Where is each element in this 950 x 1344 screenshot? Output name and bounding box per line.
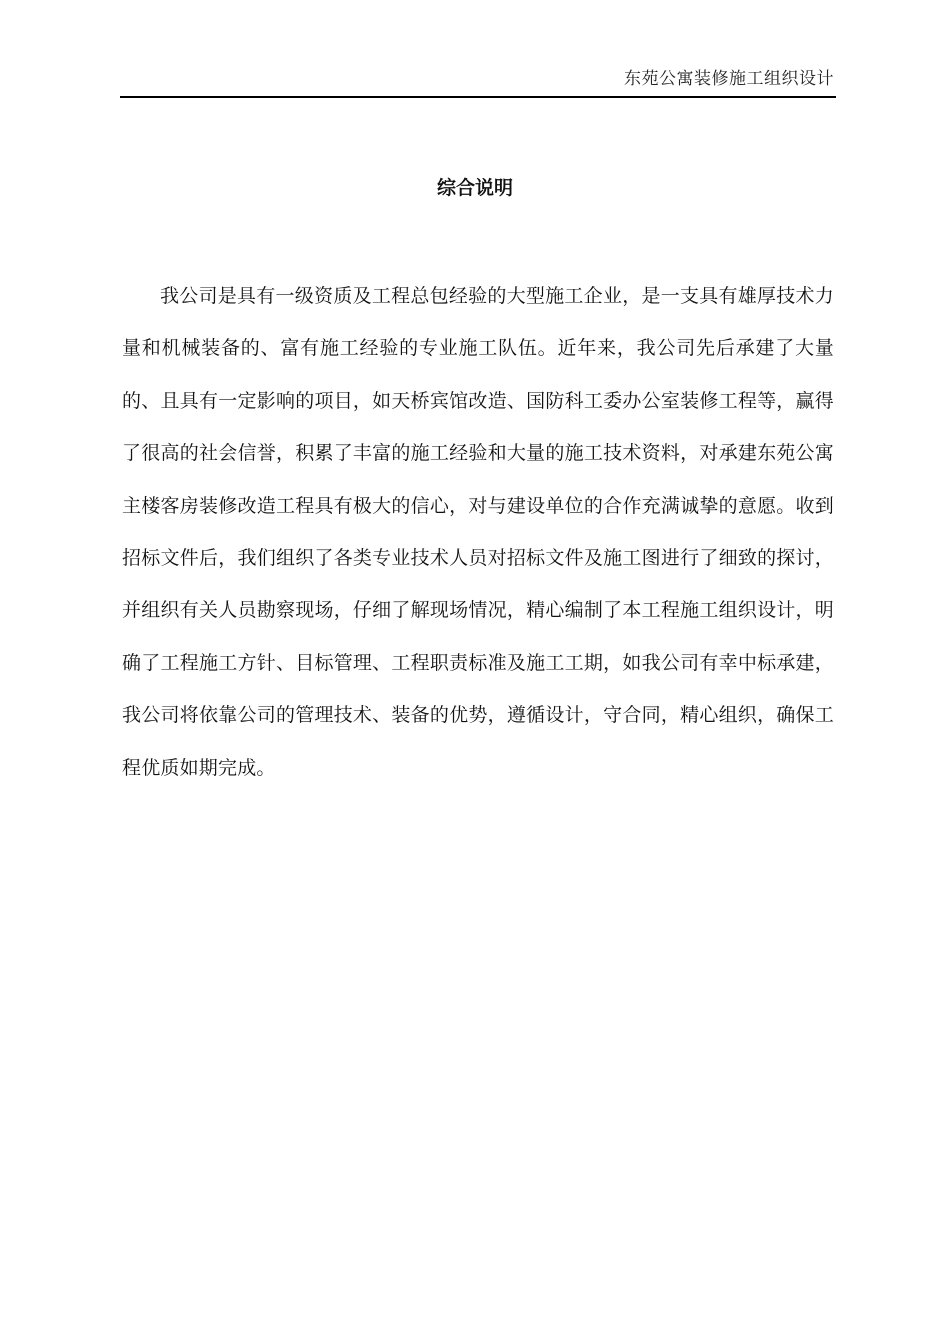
page-header — [120, 66, 836, 98]
document-title: 综合说明 — [436, 177, 513, 199]
header-title: 东苑公寓装修施工组织设计 — [624, 69, 834, 89]
body-paragraph: 我公司是具有一级资质及工程总包经验的大型施工企业，是一支具有雄厚技术力量和机械装备的、富有施工经验的专业施工队伍。近年来，我公司先后承建了大量的、且具有一定影响的项目，如天桥宾馆改造、国防科工委办公室装修工程等，赢得了很高的社会信誉，积累了丰富的施工经验和大量的施工技术资料，对承建东苑公寓主楼客房装修改造工程具有极大的信心，对与建设单位的合作充满诚挚的意愿。收到招标文件后，我们组织了各类专业技术人员对招标文件及施工图进行了细致的探讨，并组织有关人员勘察现场，仔细了解现场情况，精心编制了本工程施工组织设计，明确了工程施工方针、目标管理、工程职责标准及施工工期，如我公司有幸中标承建，我公司将依靠公司的管理技术、装备的优势，遵循设计，守合同，精心组织，确保工程优质如期完成。 — [122, 285, 834, 779]
